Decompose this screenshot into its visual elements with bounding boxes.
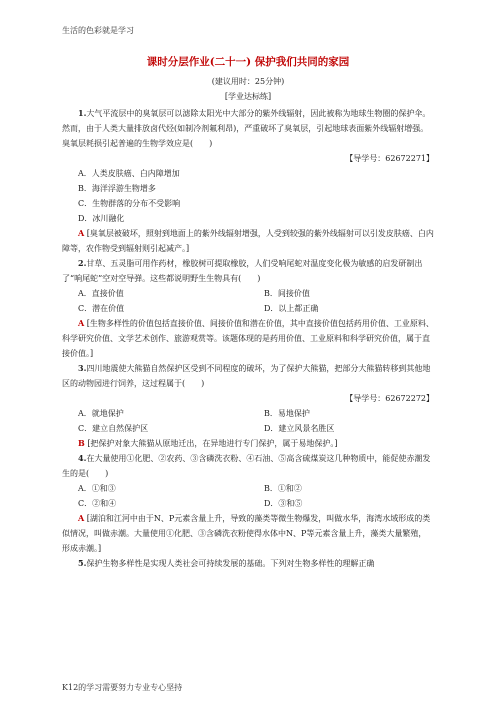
q4-option-b: B．①和② bbox=[264, 484, 302, 493]
question-2: 2.甘草、五灵脂可用作药材，橡胶树可提取橡胶，人们受响尾蛇对温度变化极为敏感的启发研制出了“响尾蛇”空对空导弹。这些都说明野生生物具有( ) bbox=[62, 258, 423, 283]
q3-option-d: D．建立风景名胜区 bbox=[264, 424, 335, 433]
q2-answer: A [生物多样性的价值包括直接价值、间接价值和潜在价值，其中直接价值包括药用价值、工业原料、科学研究价值、文学艺术创作、旅游观赏等。该题体现的是药用价值、工业原料和科学研究价值，属于直接价值。] bbox=[62, 318, 434, 358]
q1-option-c: C．生物群落的分布不受影响 bbox=[78, 199, 181, 208]
q3-options-row-1 bbox=[62, 406, 434, 421]
q3-option-a: A．就地保护 bbox=[78, 409, 124, 418]
q4-option-d: D．③和⑤ bbox=[264, 499, 303, 508]
q4-option-c: C．②和④ bbox=[78, 499, 117, 508]
q4-answer: A [湖泊和江河中由于N、P元素含量上升，导致的藻类等微生物爆发，叫做水华，海湾水域形成的类似情况，叫做赤潮。大量使用①化肥、③含磷洗衣粉使得水体中N、P等元素含量上升，藻类大量繁殖，形成赤潮。] bbox=[62, 513, 431, 553]
page-header-note: 生活的色彩就是学习 bbox=[62, 26, 134, 35]
time-note: (建议用时：25分钟) bbox=[211, 77, 285, 86]
q1-option-d: D．冰川融化 bbox=[78, 214, 125, 223]
q4-option-a: A．①和③ bbox=[78, 484, 116, 493]
q2-options-row-1 bbox=[62, 286, 434, 301]
question-4: 4.在大量使用①化肥、②农药、③含磷洗衣粉、④石油、⑤高含硫煤炭这几种物质中，能促使赤潮发生的是( ) bbox=[62, 453, 431, 478]
q4-options-row-2 bbox=[62, 496, 434, 511]
section-heading: [学业达标练] bbox=[224, 92, 272, 101]
q3-answer: B [把保护对象大熊猫从原地迁出，在异地进行专门保护，属于易地保护。] bbox=[78, 438, 338, 448]
q2-option-c: C．潜在价值 bbox=[78, 304, 125, 313]
question-5: 5.保护生物多样性是实现人类社会可持续发展的基础。下列对生物多样性的理解正确 bbox=[78, 558, 375, 568]
question-1: 1.大气平流层中的臭氧层可以滤除太阳光中大部分的紫外线辐射，因此被称为地球生物圈的保护伞。然而，由于人类大量排放卤代烃(如制冷剂氟利昂)，严重破坏了臭氧层，引起地球表面紫外线辐射增强。臭氧层耗损引起普遍的生物学效应是( ) bbox=[62, 108, 431, 148]
worksheet-content bbox=[62, 55, 434, 571]
q1-option-a: A．人类皮肤癌、白内障增加 bbox=[78, 169, 180, 178]
q1-answer: A [臭氧层被破坏，照射到地面上的紫外线辐射增强，人受到较强的紫外线辐射可以引发皮肤癌、白内障等，农作物受到辐射则引起减产。] bbox=[62, 228, 434, 253]
q4-options-row-1 bbox=[62, 481, 434, 496]
q2-option-b: B．间接价值 bbox=[264, 289, 310, 298]
q3-option-c: C．建立自然保护区 bbox=[78, 424, 149, 433]
q3-option-b: B．易地保护 bbox=[264, 409, 310, 418]
q2-option-a: A．直接价值 bbox=[78, 289, 124, 298]
q3-options-row-2 bbox=[62, 421, 434, 436]
guide-number-3: 【导学号：62672272】 bbox=[345, 394, 434, 403]
guide-number-1: 【导学号：62672271】 bbox=[345, 154, 434, 163]
q2-options-row-2 bbox=[62, 301, 434, 316]
q2-option-d: D．以上都正确 bbox=[264, 304, 319, 313]
page-footer-note: K12的学习需要努力专业专心坚持 bbox=[62, 683, 183, 692]
question-3: 3.四川地震使大熊猫自然保护区受到不同程度的破坏，为了保护大熊猫，把部分大熊猫转移到其他地区的动物园进行饲养，这过程属于( ) bbox=[62, 363, 431, 388]
q1-option-b: B．海洋浮游生物增多 bbox=[78, 184, 156, 193]
page-title: 课时分层作业(二十一) 保护我们共同的家园 bbox=[146, 56, 350, 68]
